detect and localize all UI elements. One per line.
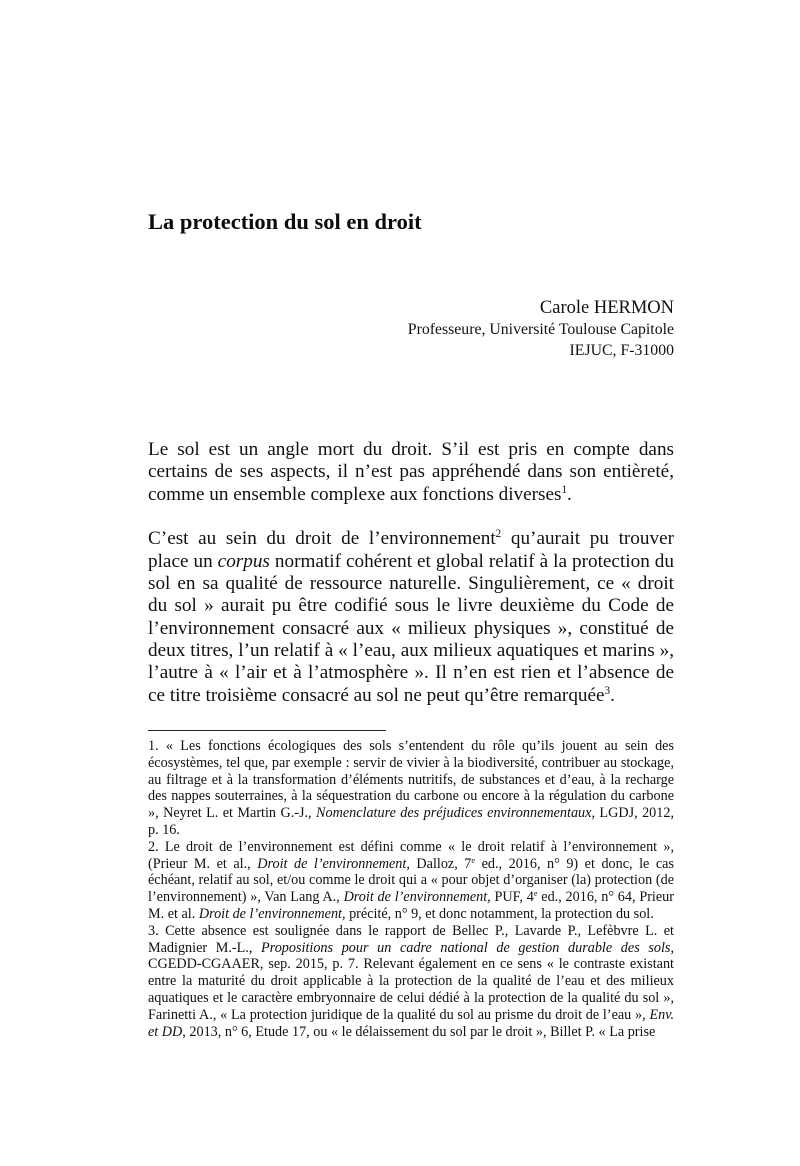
footnote-ref: e — [471, 855, 476, 865]
footnote-text: Le droit de l’environnement est défini comme « le droit relatif à l’environnement », (Prieur M. et al., Droit de l’environnement, Dalloz, 7e ed., 2016, n° 9) et donc, le cas échéant, relatif au sol, et/ou comme le droit qui a « pour objet d’organiser (la) protection (de l’environnement) », Van Lang A., Droit de l’environnement, PUF, 4e ed., 2016, n° 64, Prieur M. et al. Droit de l’environnement, précité, n° 9, et donc notamment, la protection du sol. — [148, 838, 674, 922]
footnote-number: 3. — [148, 922, 159, 939]
footnote-2 — [148, 839, 674, 923]
footnote-ref: e — [533, 889, 538, 899]
body-paragraph: C’est au sein du droit de l’environnement$^2$ qu’aurait pu trouver place un corpus normatif cohérent et global relatif à la protection du sol en sa qualité de ressource naturelle. Singulièrement, ce « droit du sol » aurait pu être codifié sous le livre deuxième du Code de l’environnement consacré aux « milieux physiques », constitué de deux titres, l’un relatif à « l’eau, aux milieux aquatiques et marins », l’autre à « l’air et à l’atmosphère ». Il n’en est rien et l’absence de ce titre troisième consacré au sol ne peut qu’être remarquée$^3$. — [148, 528, 674, 706]
author-name: Carole HERMON — [539, 298, 674, 318]
italic-text: corpus — [217, 550, 270, 572]
italic-text: Droit de l’environnement — [198, 905, 342, 922]
footnote-1 — [148, 738, 674, 839]
footnote-number: 2. — [148, 838, 159, 855]
footnote-ref: 2 — [495, 528, 502, 541]
author-institute: IEJUC, F-31000 — [569, 342, 674, 359]
italic-text: Droit de l’environnement, — [343, 889, 491, 906]
article-title: La protection du sol en droit — [148, 209, 422, 234]
footnote-ref: 1 — [561, 483, 568, 496]
italic-text: Propositions pour un cadre national de gestion durable des sols — [261, 939, 671, 956]
author-affiliation: Professeure, Université Toulouse Capitole — [407, 321, 674, 338]
footnote-number: 1. — [148, 738, 159, 754]
footnote-3 — [148, 923, 674, 1041]
italic-text: Nomenclature des préjudices environnementaux — [316, 805, 592, 822]
footnote-ref: 3 — [604, 684, 611, 697]
italic-text: Droit de l’environnement — [257, 855, 407, 872]
footnote-separator — [148, 730, 386, 731]
body-paragraph: Le sol est un angle mort du droit. S’il est pris en compte dans certains de ses aspects, il n’est pas appréhendé dans son entièreté, comme un ensemble complexe aux fonctions diverses$^1$. — [148, 439, 674, 505]
author-block — [148, 297, 674, 361]
footnote-text: « Les fonctions écologiques des sols s’entendent du rôle qu’ils jouent au sein des écosystèmes, tel que, par exemple : servir de vivier à la biodiversité, contribuer au stockage, au filtrage et à la transformation d’éléments nutritifs, de substances et d’eau, à la recharge des nappes souterraines, à la séquestration du carbone ou encore à la régulation du carbone », Neyret L. et Martin G.-J., Nomenclature des préjudices environnementaux, LGDJ, 2012, p. 16. — [148, 738, 674, 838]
article-body — [148, 439, 674, 729]
footnote-text: Cette absence est soulignée dans le rapport de Bellec P., Lavarde P., Lefèbvre L. et Madignier M.-L., Propositions pour un cadre national de gestion durable des sols, CGEDD-CGAAER, sep. 2015, p. 7. Relevant également en ce sens « le contraste existant entre la maturité du droit applicable à la protection de la qualité de l’eau et des milieux aquatiques et le caractère embryonnaire de celui dédié à la protection de la qualité du sol », Farinetti A., « La protection juridique de la qualité du sol au prisme du droit de l’eau », Env. et DD, 2013, n° 6, Etude 17, ou « le délaissement du sol par le droit », Billet P. « La prise — [148, 922, 674, 1040]
footnotes — [148, 738, 674, 1040]
italic-text: Env. et DD — [148, 1006, 674, 1040]
